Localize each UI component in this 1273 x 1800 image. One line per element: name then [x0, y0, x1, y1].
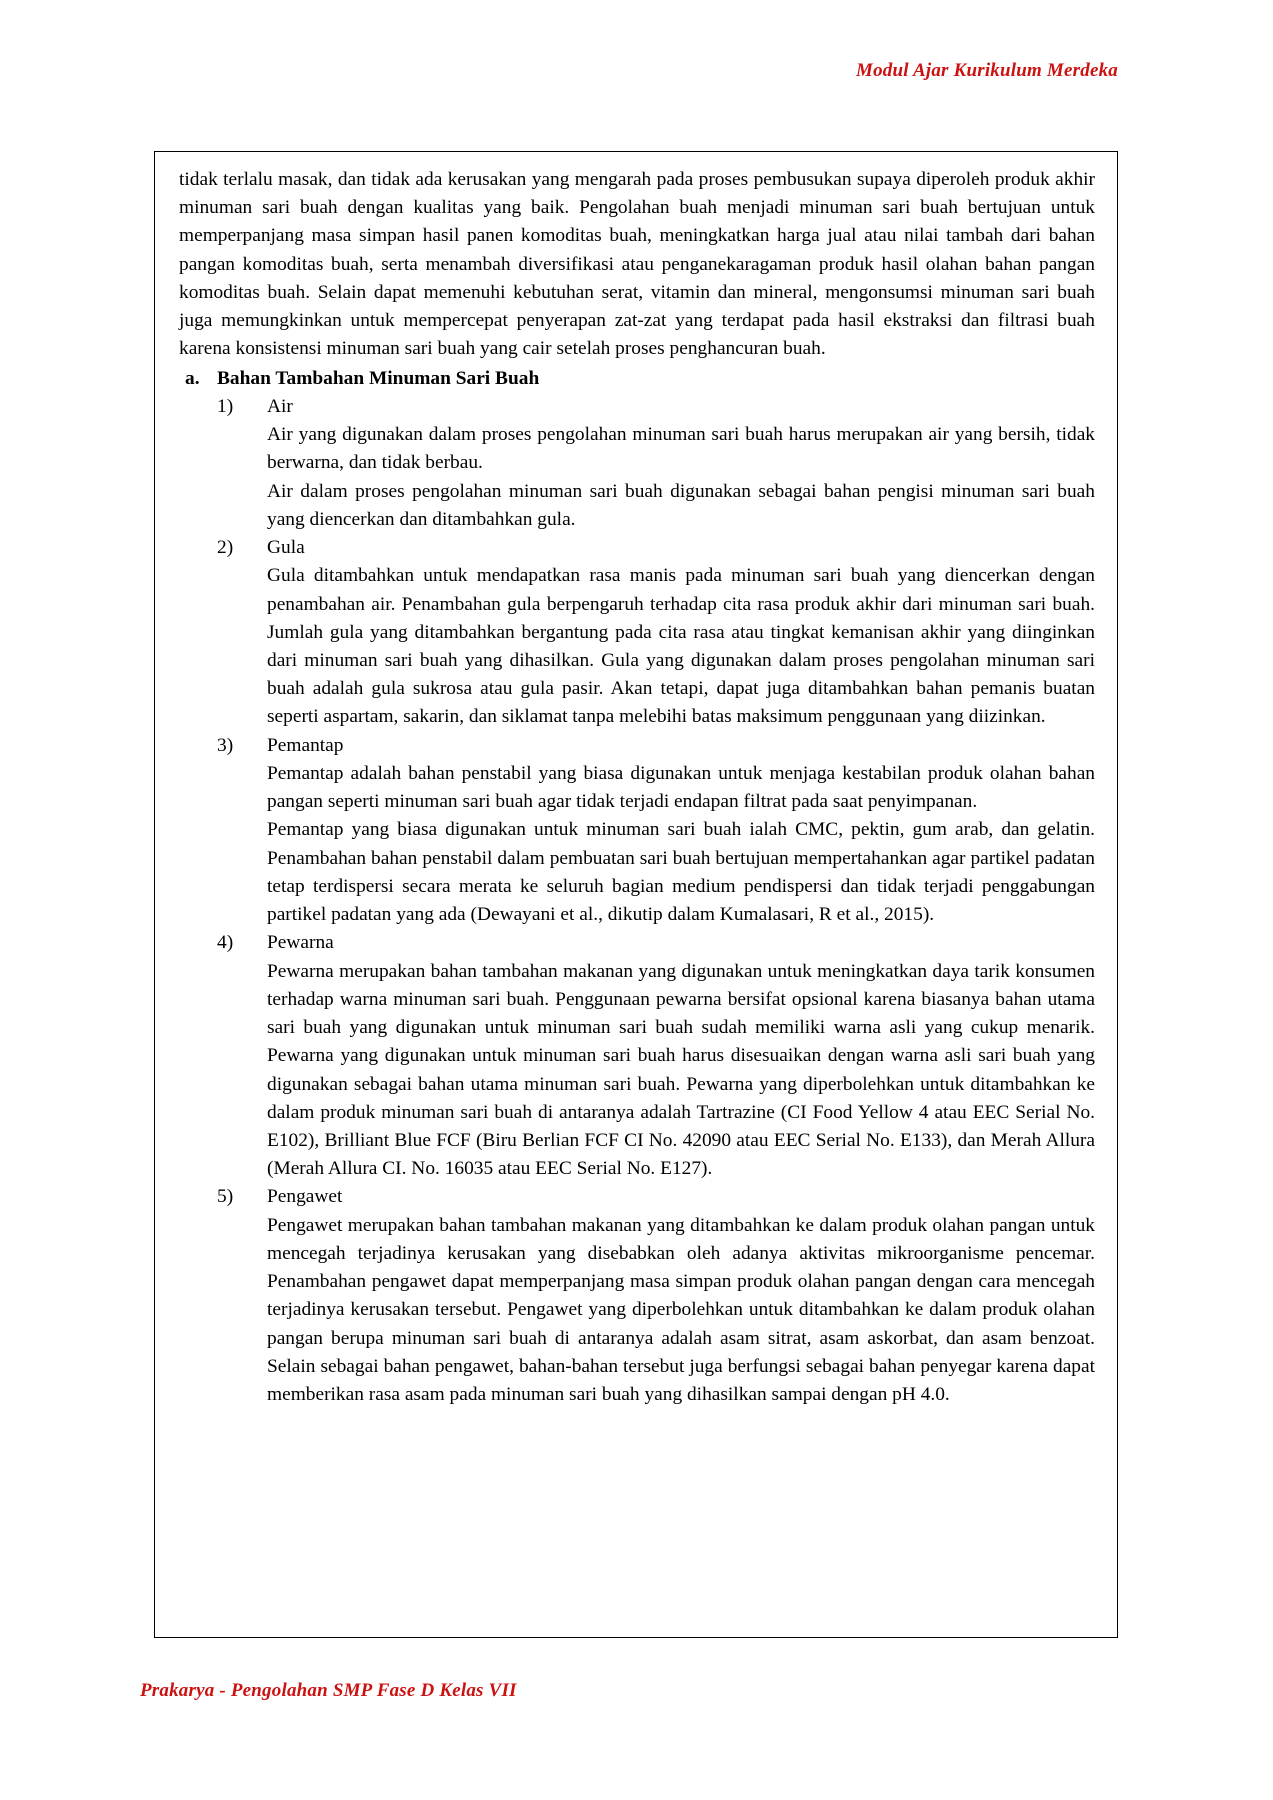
list-marker: 2) [217, 537, 234, 559]
list-marker: 5) [217, 1186, 234, 1208]
section-heading: Bahan Tambahan Minuman Sari Buah [217, 367, 540, 389]
intro-paragraph: tidak terlalu masak, dan tidak ada kerusakan yang mengarah pada proses pembusukan supaya diperoleh produk akhir minuman sari buah dengan kualitas yang baik. Pengolahan buah menjadi minuman sari buah bertujuan untuk memperpanjang masa simpan hasil panen komoditas buah, meningkatkan harga jual atau nilai tambah dari bahan pangan komoditas buah, serta menambah diversifikasi atau penganekaragaman produk hasil olahan bahan pangan komoditas buah. Selain dapat memenuhi kebutuhan serat, vitamin dan mineral, mengonsumsi minuman sari buah juga memungkinkan untuk mempercepat penyerapan zat-zat yang terdapat pada hasil ekstraksi dan filtrasi buah karena konsistensi minuman sari buah yang cair setelah proses penghancuran buah. [179, 169, 1095, 360]
list-item [217, 929, 1095, 1183]
list-item-paragraph: Air dalam proses pengolahan minuman sari buah digunakan sebagai bahan pengisi minuman sari buah yang diencerkan dan ditambahkan gula. [267, 480, 1095, 530]
list-marker: 1) [217, 395, 234, 417]
list-item [217, 393, 1095, 534]
content-frame [154, 151, 1118, 1638]
list-item-paragraph: Air yang digunakan dalam proses pengolahan minuman sari buah harus merupakan air yang bersih, tidak berwarna, dan tidak berbau. [267, 424, 1095, 474]
document-body [179, 166, 1095, 1409]
list-item-title: Pemantap [267, 734, 344, 756]
list-item-paragraph: Pengawet merupakan bahan tambahan makanan yang ditambahkan ke dalam produk olahan pangan untuk mencegah terjadinya kerusakan yang disebabkan oleh adanya aktivitas mikroorganisme pencemar. Penambahan pengawet dapat memperpanjang masa simpan produk olahan pangan dengan cara mencegah terjadinya kerusakan tersebut. Pengawet yang diperbolehkan untuk ditambahkan ke dalam produk olahan pangan berupa minuman sari buah di antaranya adalah asam sitrat, asam askorbat, dan asam benzoat. Selain sebagai bahan pengawet, bahan-bahan tersebut juga berfungsi sebagai bahan penyegar karena dapat memberikan rasa asam pada minuman sari buah yang dihasilkan sampai dengan pH 4.0. [267, 1214, 1095, 1406]
list-item-paragraph: Pewarna merupakan bahan tambahan makanan yang digunakan untuk meningkatkan daya tarik konsumen terhadap warna minuman sari buah. Penggunaan pewarna bersifat opsional karena biasanya bahan utama sari buah yang digunakan untuk minuman sari buah sudah memiliki warna asli yang cukup menarik. Pewarna yang digunakan untuk minuman sari buah harus disesuaikan dengan warna asli sari buah yang digunakan sebagai bahan utama minuman sari buah. Pewarna yang diperbolehkan untuk ditambahkan ke dalam produk minuman sari buah di antaranya adalah Tartrazine (CI Food Yellow 4 atau EEC Serial No. E102), Brilliant Blue FCF (Biru Berlian FCF CI No. 42090 atau EEC Serial No. E133), dan Merah Allura (Merah Allura CI. No. 16035 atau EEC Serial No. E127). [267, 960, 1095, 1180]
list-item-title: Pewarna [267, 932, 334, 954]
running-header: Modul Ajar Kurikulum Merdeka [856, 60, 1118, 81]
list-item-paragraph: Pemantap yang biasa digunakan untuk minuman sari buah ialah CMC, pektin, gum arab, dan gelatin. Penambahan bahan penstabil dalam pembuatan sari buah bertujuan mempertahankan agar partikel padatan tetap terdispersi secara merata ke seluruh bagian medium pendispersi dan tidak terjadi penggabungan partikel padatan yang ada (Dewayani et al., dikutip dalam Kumalasari, R et al., 2015). [267, 819, 1095, 926]
section-item-a [179, 365, 1095, 1410]
list-item-title: Gula [267, 537, 305, 559]
list-marker: 4) [217, 932, 234, 954]
list-item [217, 534, 1095, 732]
list-item-title: Pengawet [267, 1186, 343, 1208]
section-marker: a. [185, 367, 200, 389]
section-list [179, 365, 1095, 1410]
running-footer: Prakarya - Pengolahan SMP Fase D Kelas VII [140, 1680, 517, 1701]
list-marker: 3) [217, 734, 234, 756]
numbered-list [217, 393, 1095, 1409]
list-item-paragraph: Pemantap adalah bahan penstabil yang biasa digunakan untuk menjaga kestabilan produk olahan bahan pangan seperti minuman sari buah agar tidak terjadi endapan filtrat pada saat penyimpanan. [267, 762, 1095, 813]
list-item-paragraph: Gula ditambahkan untuk mendapatkan rasa manis pada minuman sari buah yang diencerkan dengan penambahan air. Penambahan gula berpengaruh terhadap cita rasa produk akhir dari minuman sari buah. Jumlah gula yang ditambahkan bergantung pada cita rasa atau tingkat kemanisan akhir yang diinginkan dari minuman sari buah yang dihasilkan. Gula yang digunakan dalam proses pengolahan minuman sari buah adalah gula sukrosa atau gula pasir. Akan tetapi, dapat juga ditambahkan bahan pemanis buatan seperti aspartam, sakarin, dan siklamat tanpa melebihi batas maksimum penggunaan yang diizinkan. [267, 565, 1095, 728]
list-item [217, 732, 1095, 930]
list-item-title: Air [267, 395, 293, 417]
list-item [217, 1183, 1095, 1409]
